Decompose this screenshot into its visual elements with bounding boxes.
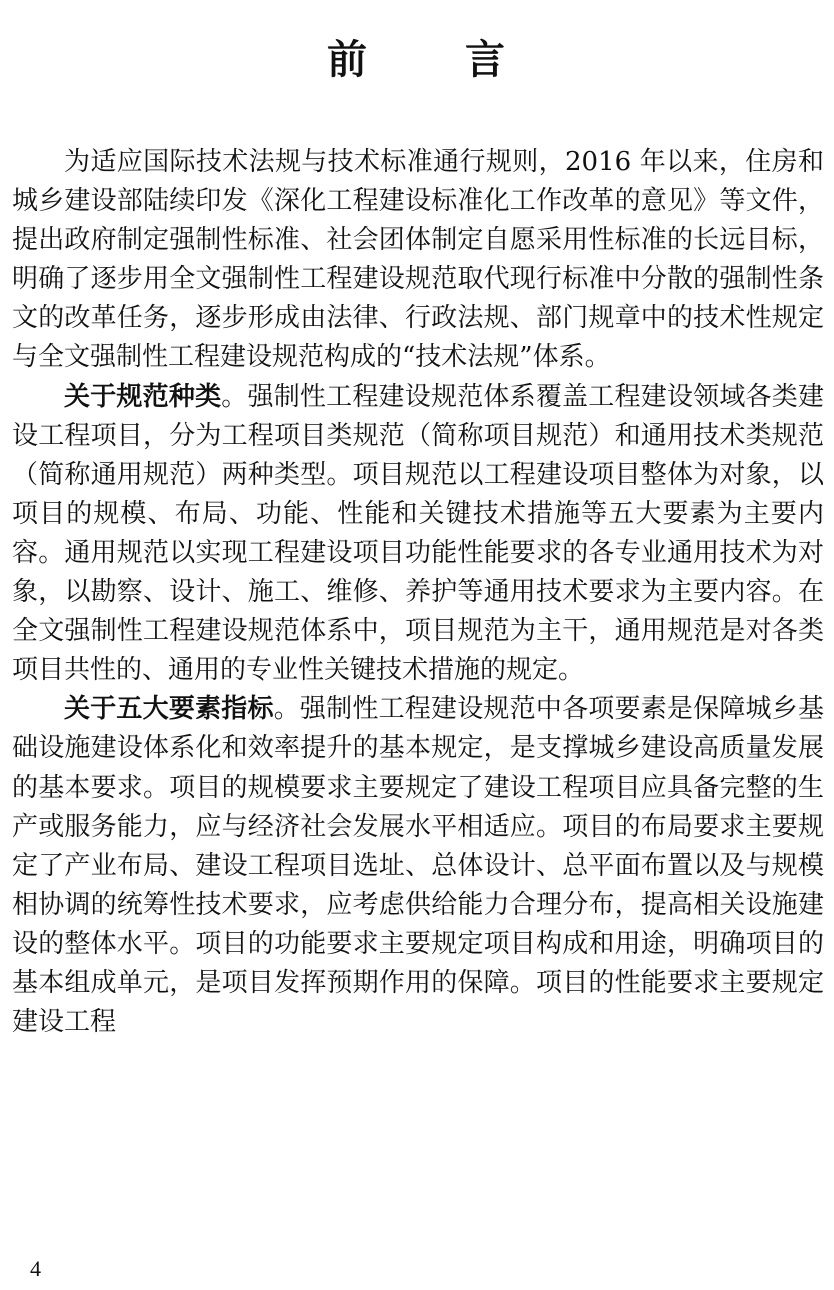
paragraph-text: 。强制性工程建设规范体系覆盖工程建设领域各类建设工程项目，分为工程项目类规范（简称项目规范）和通用技术类规范（简称通用规范）两种类型。项目规范以工程建设项目整体为对象，以项目的规模、布局、功能、性能和关键技术措施等五大要素为主要内容。通用规范以实现工程建设项目功能性能要求的各专业通用技术为对象，以勘察、设计、施工、维修、养护等通用技术要求为主要内容。在全文强制性工程建设规范体系中，项目规范为主干，通用规范是对各类项目共性的、通用的专业性关键技术措施的规定。 xyxy=(12,381,824,686)
paragraph-intro xyxy=(12,143,824,378)
body-text xyxy=(12,143,824,1042)
page-title xyxy=(0,34,834,86)
title-char-2: 言 xyxy=(465,36,507,83)
title-char-1: 前 xyxy=(327,36,369,83)
paragraph-text: 为适应国际技术法规与技术标准通行规则，2016 年以来，住房和城乡建设部陆续印发《深化工程建设标准化工作改革的意见》等文件，提出政府制定强制性标准、社会团体制定自愿采用性标准的长远目标，明确了逐步用全文强制性工程建设规范取代现行标准中分散的强制性条文的改革任务，逐步形成由法律、行政法规、部门规章中的技术性规定与全文强制性工程建设规范构成的“技术法规”体系。 xyxy=(12,147,824,373)
paragraph-lead: 关于规范种类 xyxy=(64,381,222,412)
paragraph-spec-types xyxy=(12,378,824,691)
paragraph-text: 。强制性工程建设规范中各项要素是保障城乡基础设施建设体系化和效率提升的基本规定，是支撑城乡建设高质量发展的基本要求。项目的规模要求主要规定了建设工程项目应具备完整的生产或服务能力，应与经济社会发展水平相适应。项目的布局要求主要规定了产业布局、建设工程项目选址、总体设计、总平面布置以及与规模相协调的统筹性技术要求，应考虑供给能力合理分布，提高相关设施建设的整体水平。项目的功能要求主要规定项目构成和用途，明确项目的基本组成单元，是项目发挥预期作用的保障。项目的性能要求主要规定建设工程 xyxy=(12,694,824,1038)
paragraph-lead: 关于五大要素指标 xyxy=(64,694,274,725)
paragraph-five-elements xyxy=(12,690,824,1042)
page-number: 4 xyxy=(30,1256,41,1281)
